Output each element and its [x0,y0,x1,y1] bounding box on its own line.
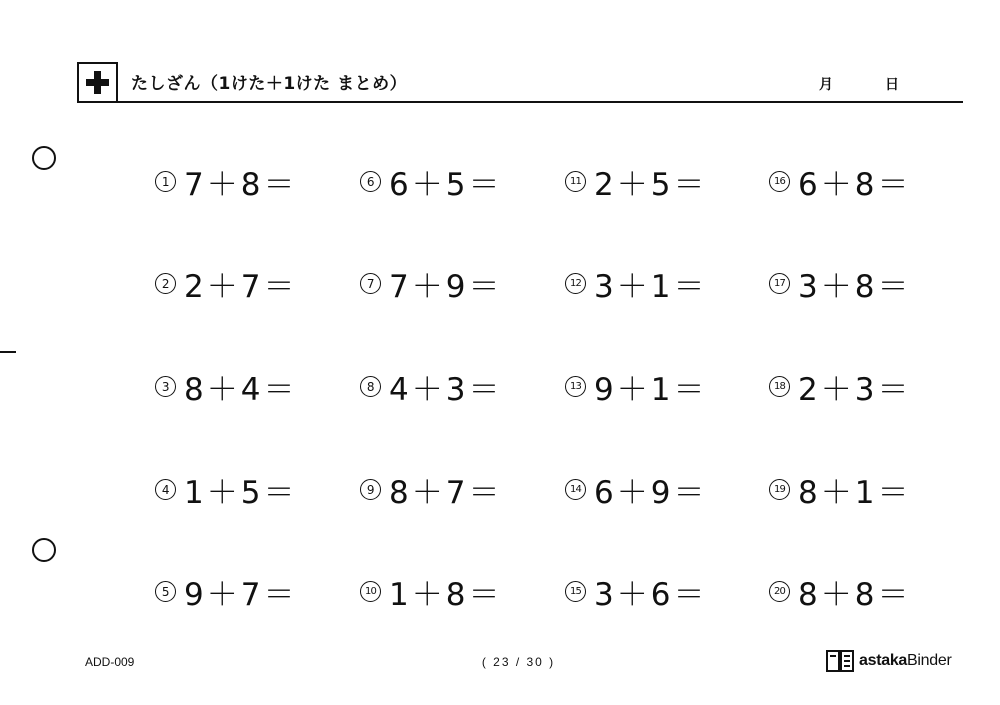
problem-number: 3 [155,376,176,397]
problem-number: 20 [769,581,790,602]
problem-number: 15 [565,581,586,602]
problem-item [769,467,911,512]
problem-number: 6 [360,171,381,192]
problem-item [360,569,502,614]
problem-item [360,364,502,409]
brand-logo [825,648,951,674]
problem-expression: 3＋1＝ [594,269,708,305]
problem-expression: 7＋9＝ [389,269,503,305]
problem-number: 11 [565,171,586,192]
problem-expression: 8＋4＝ [184,372,298,408]
problem-expression: 8＋1＝ [798,475,912,511]
worksheet-title: たしざん（1けた＋1けた まとめ） [131,74,408,94]
problem-item [769,569,911,614]
problem-item [360,467,502,512]
problem-number: 8 [360,376,381,397]
problem-item [769,159,911,204]
problem-item [565,467,707,512]
problem-item [155,159,297,204]
problem-expression: 4＋3＝ [389,372,503,408]
problem-number: 13 [565,376,586,397]
problem-number: 18 [769,376,790,397]
problem-expression: 6＋5＝ [389,167,503,203]
problem-number: 7 [360,273,381,294]
problem-expression: 2＋7＝ [184,269,298,305]
problem-expression: 2＋3＝ [798,372,912,408]
problem-item [565,364,707,409]
problem-item [155,261,297,306]
problem-item [360,159,502,204]
page-indicator: ( 23 / 30 ) [481,655,556,669]
problem-expression: 3＋8＝ [798,269,912,305]
problem-item [565,569,707,614]
problem-item [155,569,297,614]
problem-expression: 8＋7＝ [389,475,503,511]
brand-name-light: Binder [907,652,952,669]
month-label: 月 [819,77,833,93]
problem-number: 16 [769,171,790,192]
problem-expression: 6＋9＝ [594,475,708,511]
problem-expression: 9＋7＝ [184,577,298,613]
problem-item [565,261,707,306]
problem-number: 4 [155,479,176,500]
problem-number: 17 [769,273,790,294]
day-label: 日 [885,77,899,93]
problem-item [769,261,911,306]
problem-expression: 1＋5＝ [184,475,298,511]
book-icon [825,648,855,674]
problem-number: 14 [565,479,586,500]
problem-item [769,364,911,409]
problem-item [360,261,502,306]
worksheet-code: ADD-009 [85,655,135,669]
problem-number: 1 [155,171,176,192]
problem-number: 12 [565,273,586,294]
problem-number: 19 [769,479,790,500]
problem-expression: 8＋8＝ [798,577,912,613]
problem-number: 2 [155,273,176,294]
brand-name-bold: astaka [859,652,908,669]
problem-expression: 1＋8＝ [389,577,503,613]
problem-expression: 6＋8＝ [798,167,912,203]
problem-expression: 2＋5＝ [594,167,708,203]
problem-expression: 3＋6＝ [594,577,708,613]
problem-expression: 9＋1＝ [594,372,708,408]
problem-number: 9 [360,479,381,500]
problem-item [155,364,297,409]
problem-expression: 7＋8＝ [184,167,298,203]
problem-item [565,159,707,204]
problem-number: 10 [360,581,381,602]
problem-item [155,467,297,512]
problem-number: 5 [155,581,176,602]
